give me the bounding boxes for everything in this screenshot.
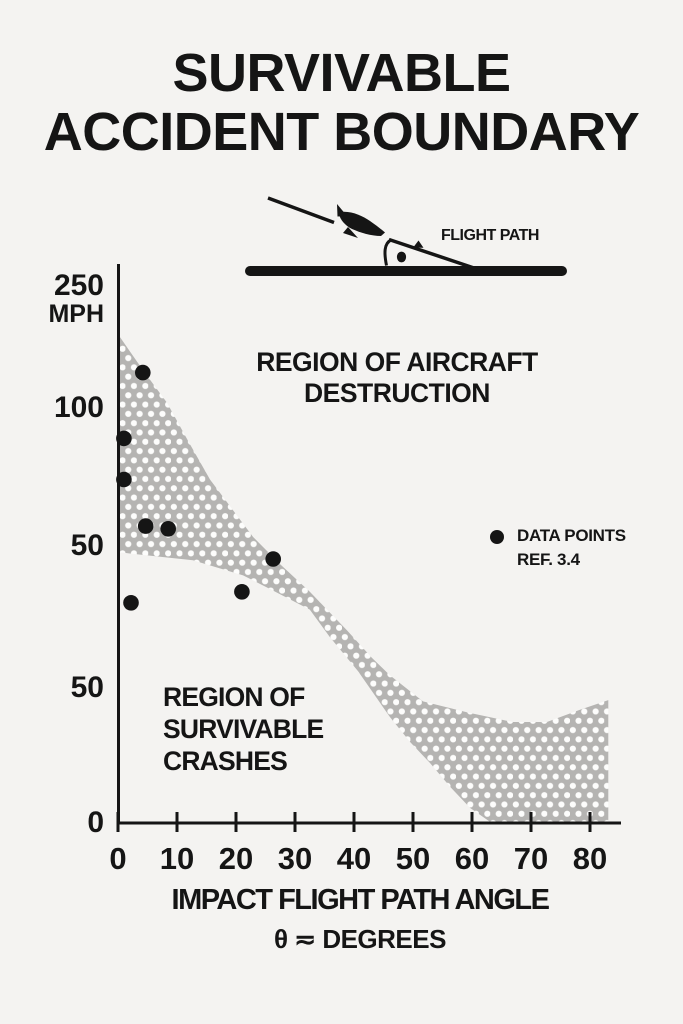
- y-label-250: 250: [53, 269, 104, 302]
- region-survivable-line-2: SURVIVABLE: [163, 714, 324, 744]
- data-point: [116, 472, 132, 488]
- data-point: [138, 518, 154, 534]
- y-label-100: 100: [53, 391, 104, 424]
- aircraft-icon: [337, 204, 385, 238]
- region-label-survivable: [163, 681, 323, 777]
- legend: [517, 524, 626, 572]
- data-point: [160, 521, 176, 537]
- flight-path-line-upper: [268, 198, 334, 223]
- legend-line-1: DATA POINTS: [517, 526, 626, 545]
- y-label-mph-unit: MPH: [48, 300, 104, 328]
- data-point: [116, 431, 132, 447]
- legend-line-2: REF. 3.4: [517, 550, 580, 569]
- data-point: [265, 551, 281, 567]
- y-label-50-lower: 50: [70, 671, 104, 704]
- x-tick-label: 20: [218, 841, 254, 876]
- flight-path-marker: [413, 241, 424, 248]
- x-axis-title: [118, 884, 602, 955]
- impact-angle-arc: [385, 240, 391, 266]
- x-axis-title-line-1: IMPACT FLIGHT PATH ANGLE: [171, 884, 549, 916]
- title-line-1: SURVIVABLE: [172, 43, 511, 103]
- x-tick-label: 40: [336, 841, 372, 876]
- x-tick-label: 70: [513, 841, 549, 876]
- y-label-0: 0: [87, 806, 104, 839]
- data-point: [135, 365, 151, 381]
- x-tick-label: 10: [159, 841, 195, 876]
- x-tick-label: 30: [277, 841, 313, 876]
- region-destruction-line-1: REGION OF AIRCRAFT: [256, 347, 538, 377]
- ground-line: [245, 266, 567, 276]
- y-label-50-upper: 50: [70, 529, 104, 562]
- region-survivable-line-1: REGION OF: [163, 682, 305, 712]
- flight-path-label: FLIGHT PATH: [441, 227, 539, 244]
- title-line-2: ACCIDENT BOUNDARY: [43, 102, 640, 162]
- region-label-destruction: [247, 347, 547, 409]
- x-tick-label: 80: [572, 841, 608, 876]
- x-tick-label: 50: [395, 841, 431, 876]
- x-axis-title-line-2: θ ≂ DEGREES: [274, 924, 446, 954]
- region-destruction-line-2: DESTRUCTION: [304, 378, 490, 408]
- x-tick-label: 0: [109, 841, 127, 876]
- legend-data-point-marker: [490, 530, 504, 544]
- region-survivable-line-3: CRASHES: [163, 746, 287, 776]
- y-axis-labels: [28, 0, 104, 1024]
- x-tick-label: 60: [454, 841, 490, 876]
- impact-angle-theta-dot: [397, 252, 406, 263]
- data-point: [234, 584, 250, 600]
- data-point: [123, 595, 139, 611]
